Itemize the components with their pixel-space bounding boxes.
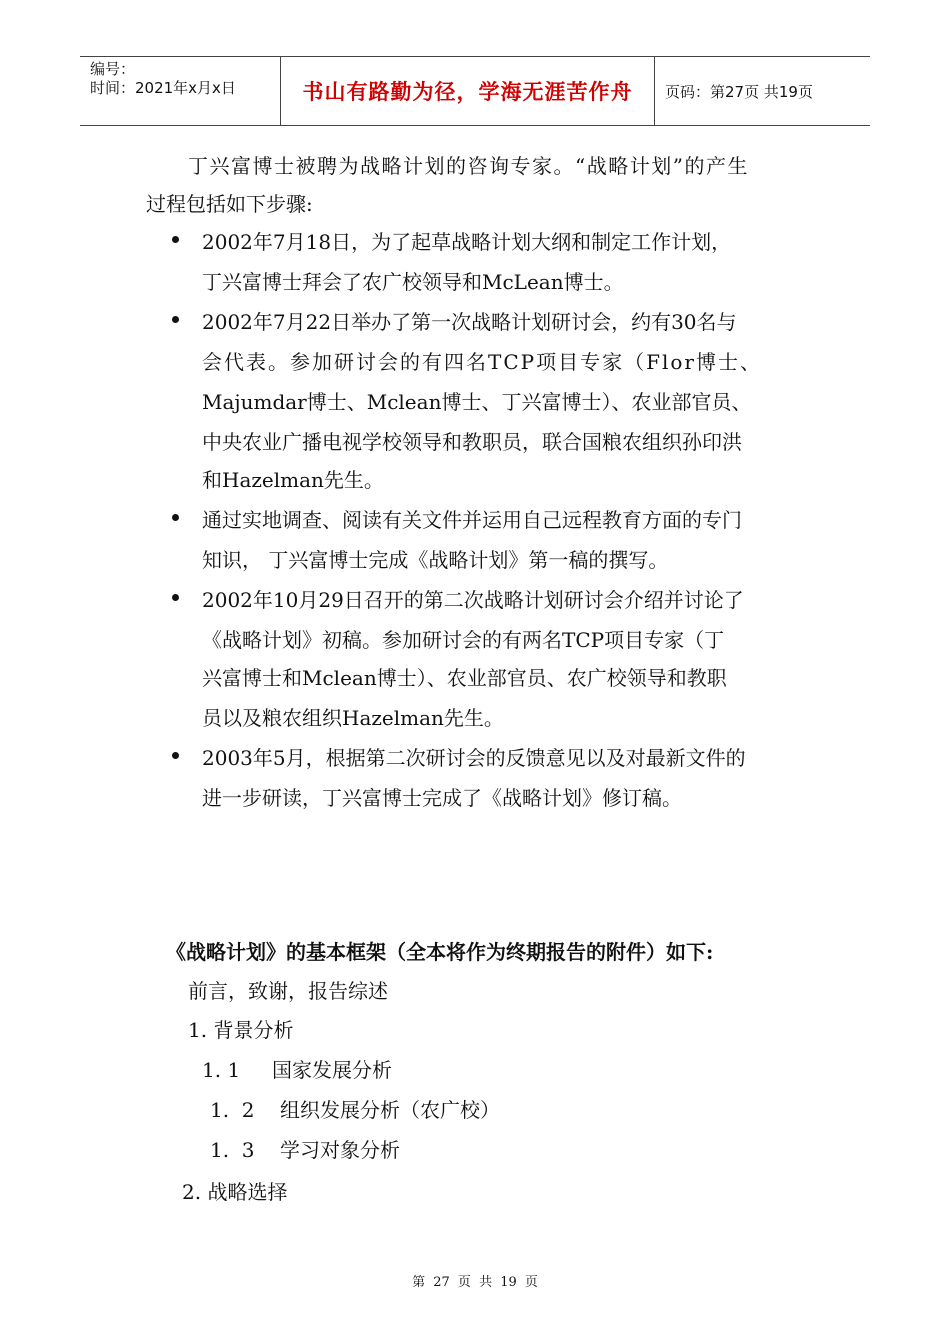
intro-line-2: 过程包括如下步骤: xyxy=(146,192,313,216)
document-number-label: 编号： xyxy=(90,60,136,78)
header-page-info: 页码：第27页 共19页 xyxy=(665,82,813,101)
header-motto: 书山有路勤为径，学海无涯苦作舟 xyxy=(281,57,655,125)
bullet-1-line-2: 丁兴富博士拜会了农广校领导和McLean博士。 xyxy=(202,270,624,294)
section-1-title: 1. 背景分析 xyxy=(188,1018,294,1042)
bullet-dot xyxy=(172,752,179,759)
bullet-dot xyxy=(172,594,179,601)
document-time-label: 时间：2021年x月x日 xyxy=(90,79,236,97)
intro-line-1: 丁兴富博士被聘为战略计划的咨询专家。“战略计划”的产生 xyxy=(188,154,749,178)
bullet-1-line-1: 2002年7月18日，为了起草战略计划大纲和制定工作计划， xyxy=(202,230,732,254)
bullet-4-line-1: 2002年10月29日召开的第二次战略计划研讨会介绍并讨论了 xyxy=(202,588,744,612)
header-meta xyxy=(80,57,281,125)
bullet-5-line-1: 2003年5月，根据第二次研讨会的反馈意见以及对最新文件的 xyxy=(202,746,746,770)
bullet-4-line-4: 员以及粮农组织Hazelman先生。 xyxy=(202,706,504,730)
section-1-1-title: 1. 1 国家发展分析 xyxy=(202,1058,392,1082)
section-1-2-title: 1. 2 组织发展分析（农广校） xyxy=(210,1098,500,1122)
page-footer: 第 27 页 共 19 页 xyxy=(412,1275,538,1290)
section-2-title: 2. 战略选择 xyxy=(182,1180,288,1204)
bullet-4-line-3: 兴富博士和Mclean博士）、农业部官员、农广校领导和教职 xyxy=(202,666,727,690)
bullet-dot xyxy=(172,236,179,243)
bullet-3-line-1: 通过实地调查、阅读有关文件并运用自己远程教育方面的专门 xyxy=(202,508,742,532)
bullet-3-line-2: 知识， 丁兴富博士完成《战略计划》第一稿的撰写。 xyxy=(202,548,669,572)
bullet-2-line-4: 中央农业广播电视学校领导和教职员，联合国粮农组织孙印洪 xyxy=(202,430,742,454)
page-header xyxy=(80,56,870,126)
section-1-3-title: 1. 3 学习对象分析 xyxy=(210,1138,400,1162)
bullet-dot xyxy=(172,316,179,323)
bullet-2-line-2: 会代表。参加研讨会的有四名TCP项目专家（Flor博士、 xyxy=(202,350,762,374)
bullet-2-line-5: 和Hazelman先生。 xyxy=(202,468,384,492)
bullet-4-line-2: 《战略计划》初稿。参加研讨会的有两名TCP项目专家（丁 xyxy=(202,628,725,652)
framework-preface: 前言，致谢，报告综述 xyxy=(188,979,388,1003)
bullet-dot xyxy=(172,514,179,521)
framework-heading: 《战略计划》的基本框架（全本将作为终期报告的附件）如下: xyxy=(166,940,714,964)
bullet-5-line-2: 进一步研读，丁兴富博士完成了《战略计划》修订稿。 xyxy=(202,786,682,810)
bullet-2-line-1: 2002年7月22日举办了第一次战略计划研讨会，约有30名与 xyxy=(202,310,737,334)
bullet-2-line-3: Majumdar博士、Mclean博士、丁兴富博士）、农业部官员、 xyxy=(202,390,752,414)
